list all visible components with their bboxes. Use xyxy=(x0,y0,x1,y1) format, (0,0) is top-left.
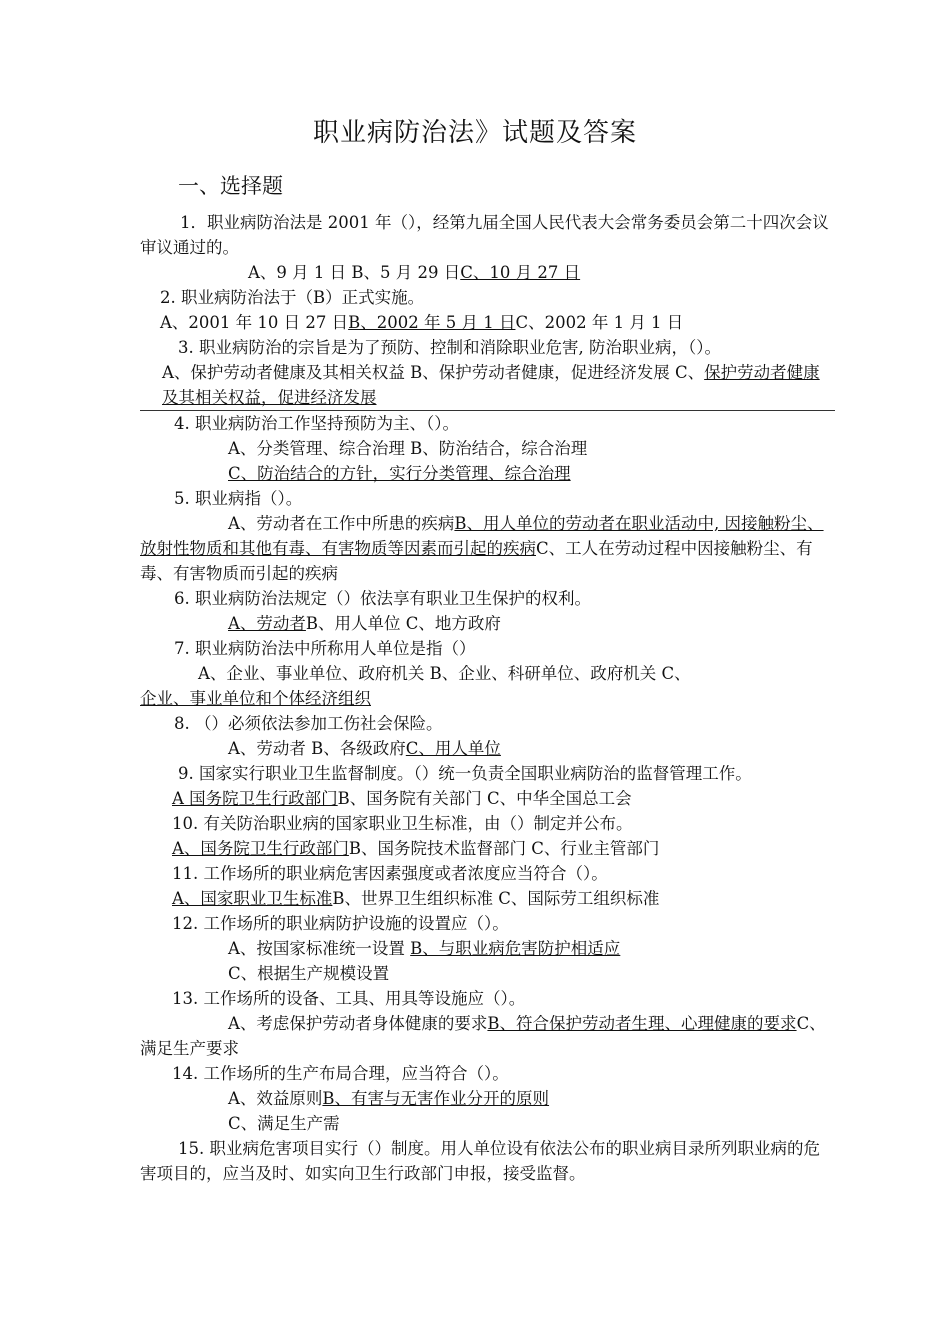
question-11-options xyxy=(140,886,835,911)
answer-option: B、2002 年 5 月 1 日 xyxy=(348,313,516,332)
question-10-options xyxy=(140,836,835,861)
option-text: B、用人单位 C、地方政府 xyxy=(305,614,501,633)
question-13: 13. 工作场所的设备、工具、用具等设施应（）。 xyxy=(172,989,526,1008)
question-14-option-c: C、满足生产需 xyxy=(228,1114,340,1133)
option-text: B、世界卫生组织标准 C、国际劳工组织标准 xyxy=(332,889,660,908)
question-11: 11. 工作场所的职业病危害因素强度或者浓度应当符合（）。 xyxy=(172,864,608,883)
question-9-options xyxy=(140,786,835,811)
question-8: 8. （）必须依法参加工伤社会保险。 xyxy=(174,714,443,733)
answer-option: B、有害与无害作业分开的原则 xyxy=(322,1089,550,1108)
option-text: A、按国家标准统一设置 xyxy=(228,939,405,958)
question-2-options xyxy=(140,310,835,335)
question-14-options xyxy=(140,1086,835,1111)
question-1-options xyxy=(140,260,835,285)
question-3-options xyxy=(140,360,835,411)
question-4-options: A、分类管理、综合治理 B、防治结合，综合治理 xyxy=(228,439,588,458)
answer-option: B、符合保护劳动者生理、心理健康的要求 xyxy=(487,1014,797,1033)
answer-option: A 国务院卫生行政部门 xyxy=(172,789,338,808)
option-text: A、劳动者在工作中所患的疾病 xyxy=(228,514,455,533)
question-7: 7. 职业病防治法中所称用人单位是指（） xyxy=(174,639,476,658)
question-14: 14. 工作场所的生产布局合理，应当符合（）。 xyxy=(172,1064,509,1083)
answer-option: B、用人单位的劳动者在职业活动中, 因接触粉尘、放射性物质和其他有毒、有害物质等因素而引起的疾病 xyxy=(140,514,824,558)
option-text: A、劳动者 B、各级政府 xyxy=(228,739,406,758)
answer-option: 保护劳动者健康及其相关权益，促进经济发展 xyxy=(162,363,820,407)
answer-option: C、10 月 27 日 xyxy=(460,263,581,282)
answer-option: 企业、事业单位和个体经济组织 xyxy=(140,689,371,708)
question-12-options xyxy=(140,936,835,961)
question-7-answer xyxy=(140,686,835,711)
question-7-options: A、企业、事业单位、政府机关 B、企业、科研单位、政府机关 C、 xyxy=(198,664,691,683)
option-text: A、考虑保护劳动者身体健康的要求 xyxy=(228,1014,488,1033)
question-2: 2. 职业病防治法于（B）正式实施。 xyxy=(160,288,425,307)
question-6-options xyxy=(140,611,835,636)
question-12-option-c: C、根据生产规模设置 xyxy=(228,964,390,983)
answer-option: A、劳动者 xyxy=(228,614,306,633)
answer-option: C、防治结合的方针，实行分类管理、综合治理 xyxy=(228,464,571,483)
option-text: A、效益原则 xyxy=(228,1089,323,1108)
question-12: 12. 工作场所的职业病防护设施的设置应（）。 xyxy=(172,914,509,933)
option-text: C、2002 年 1 月 1 日 xyxy=(515,313,684,332)
option-text: A、9 月 1 日 B、5 月 29 日 xyxy=(248,263,461,282)
question-list xyxy=(140,210,835,1186)
option-text: B、国务院有关部门 C、中华全国总工会 xyxy=(337,789,632,808)
answer-option: A、国家职业卫生标准 xyxy=(172,889,333,908)
option-text: C、工人在劳动过程中因接触粉尘、有毒、有害物质而引起的疾病 xyxy=(140,539,813,583)
question-6: 6. 职业病防治法规定（）依法享有职业卫生保护的权利。 xyxy=(174,589,591,608)
option-text: A、2001 年 10 日 27 日 xyxy=(160,313,349,332)
section-heading: 一、选择题 xyxy=(178,174,283,198)
question-9: 9. 国家实行职业卫生监督制度。（）统一负责全国职业病防治的监督管理工作。 xyxy=(178,764,752,783)
question-13-options xyxy=(140,1011,835,1061)
option-text: C、满足生产要求 xyxy=(140,1014,826,1058)
option-text: A、保护劳动者健康及其相关权益 B、保护劳动者健康，促进经济发展 C、 xyxy=(162,363,705,382)
question-5-options xyxy=(140,511,835,586)
answer-option: A、国务院卫生行政部门 xyxy=(172,839,349,858)
question-5: 5. 职业病指（）。 xyxy=(174,489,303,508)
question-8-options xyxy=(140,736,835,761)
question-1: 1．职业病防治法是 2001 年（），经第九届全国人民代表大会常务委员会第二十四次会议审议通过的。 xyxy=(140,213,829,257)
document-title: 职业病防治法》试题及答案 xyxy=(312,118,637,148)
question-4: 4. 职业病防治工作坚持预防为主、（）。 xyxy=(174,414,459,433)
option-text: B、国务院技术监督部门 C、行业主管部门 xyxy=(348,839,660,858)
question-3: 3. 职业病防治的宗旨是为了预防、控制和消除职业危害, 防治职业病，（）。 xyxy=(178,338,721,357)
question-10: 10. 有关防治职业病的国家职业卫生标准，由（）制定并公布。 xyxy=(172,814,633,833)
question-15: 15. 职业病危害项目实行（）制度。用人单位设有依法公布的职业病目录所列职业病的危害项目的，应当及时、如实向卫生行政部门申报，接受监督。 xyxy=(140,1139,820,1183)
answer-option: B、与职业病危害防护相适应 xyxy=(410,939,621,958)
question-4-answer xyxy=(140,461,835,486)
answer-option: C、用人单位 xyxy=(405,739,501,758)
